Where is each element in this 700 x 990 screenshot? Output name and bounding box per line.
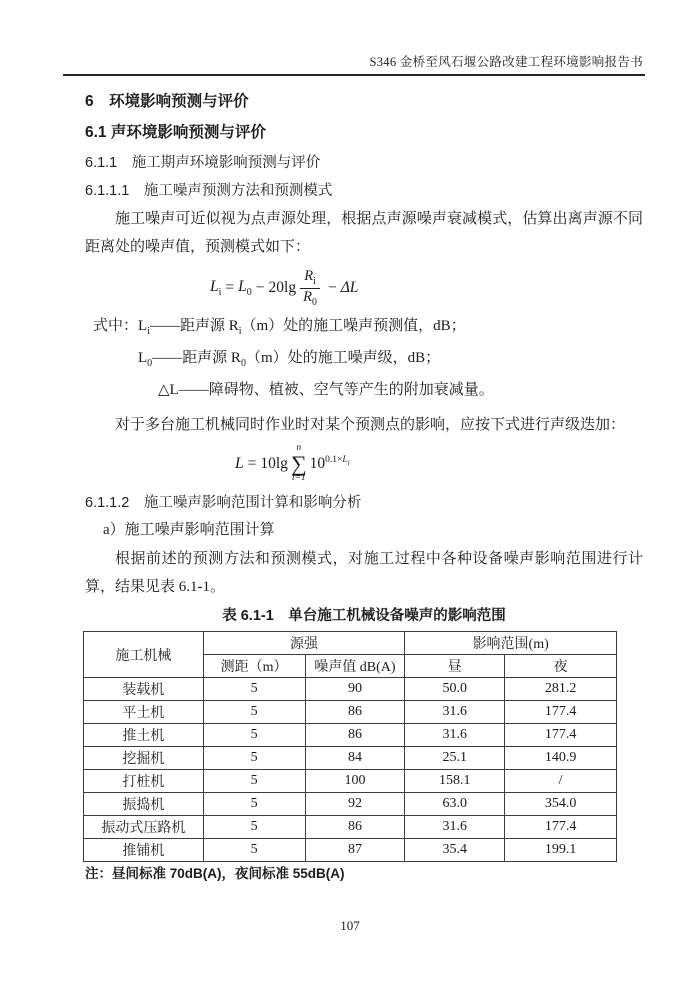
col-header-day: 昼 [405,655,505,678]
heading-clause-6-1-1-2: 6.1.1.2 施工噪声影响范围计算和影响分析 [85,495,362,511]
cell-machine: 推铺机 [84,839,204,862]
formula-term: R [303,288,312,305]
definition-line-delta-l [158,377,643,409]
table-note: 注：昼间标准 70dB(A)，夜间标准 55dB(A) [85,866,345,881]
equals-sign: = [247,455,257,472]
exponent-var-sub: i [347,457,350,467]
table-row [84,816,617,839]
cell-noise: 92 [305,793,405,816]
table-row [84,678,617,701]
formula-term: R [304,267,314,284]
cell-machine: 振动式压路机 [84,816,204,839]
cell-night: 177.4 [505,816,617,839]
cell-day: 31.6 [405,701,505,724]
fraction-denominator [300,288,320,309]
cell-noise: 86 [305,724,405,747]
definition-line-li [93,313,643,345]
exponent-var: L [342,454,348,465]
cell-distance: 5 [203,770,305,793]
formula-fraction [300,268,320,309]
cell-noise: 86 [305,701,405,724]
formula-superposition [235,441,643,487]
cell-machine: 平土机 [84,701,204,724]
table-header-row-1 [84,632,617,655]
definition-var: L [138,350,148,366]
definition-text: ——距声源 R [152,350,241,366]
definition-var-sub: i [147,326,150,337]
definition-text-tail: （m）处的施工噪声预测值，dB； [241,318,466,334]
cell-machine: 振捣机 [84,793,204,816]
exponent-prefix: 0.1× [325,454,343,465]
definition-var: △L [158,382,179,398]
cell-night: 140.9 [505,747,617,770]
formula-subscript: 0 [246,287,252,299]
formula-attenuation-term: ΔL [340,279,359,296]
where-clause [85,313,643,409]
formula-lhs [210,278,221,298]
sigma-upper-limit: n [296,443,302,454]
cell-machine: 打桩机 [84,770,204,793]
paragraph-superposition-intro: 对于多台施工机械同时作业时对某个预测点的影响，应按下式进行声级迭加： [115,417,626,433]
definition-text-tail: （m）处的施工噪声级，dB； [245,350,441,366]
cell-distance: 5 [203,747,305,770]
cell-distance: 5 [203,701,305,724]
col-header-night: 夜 [505,655,617,678]
cell-night: 177.4 [505,724,617,747]
cell-day: 35.4 [405,839,505,862]
definition-var: L [138,318,148,334]
formula-subscript: 0 [311,296,317,308]
cell-night: 199.1 [505,839,617,862]
minus-sign: − [255,279,265,296]
definition-line-l0 [138,345,643,377]
cell-distance: 5 [203,816,305,839]
noise-impact-table [83,631,617,862]
cell-night: 354.0 [505,793,617,816]
formula-attenuation [210,265,643,311]
power-base: 10 [309,455,326,473]
definition-mid-sub: 0 [240,358,246,369]
cell-distance: 5 [203,724,305,747]
page-content [85,90,643,883]
cell-noise: 86 [305,816,405,839]
table-title: 表 6.1-1 单台施工机械设备噪声的影响范围 [222,608,506,624]
cell-day: 158.1 [405,770,505,793]
power-term [310,455,350,473]
cell-noise: 84 [305,747,405,770]
cell-noise: 87 [305,839,405,862]
sigma-icon: ∑ [290,450,307,476]
cell-distance: 5 [203,839,305,862]
cell-night: 281.2 [505,678,617,701]
col-header-impact-range: 影响范围(m) [405,632,617,655]
formula-subscript: i [313,275,316,287]
formula-term1 [238,278,252,298]
cell-day: 25.1 [405,747,505,770]
col-header-source-strength: 源强 [203,632,405,655]
formula-term: L [210,277,219,295]
power-exponent [325,455,350,465]
cell-machine: 推土机 [84,724,204,747]
cell-day: 31.6 [405,816,505,839]
table-row [84,793,617,816]
col-header-machine: 施工机械 [84,632,204,678]
cell-day: 63.0 [405,793,505,816]
table-row [84,839,617,862]
sigma-lower-limit: i=1 [291,473,306,484]
cell-machine: 挖掘机 [84,747,204,770]
cell-distance: 5 [203,678,305,701]
col-header-distance: 测距（m） [203,655,305,678]
formula-term: L [238,277,247,295]
formula-subscript: i [218,287,222,299]
fraction-numerator [301,268,319,288]
table-row [84,747,617,770]
definition-text: ——障碍物、植被、空气等产生的附加衰减量。 [178,382,494,398]
definition-mid-sub: i [238,326,242,337]
minus-sign: − [327,279,337,296]
page-number: 107 [340,918,360,933]
sigma-operator [291,444,307,484]
definition-text: ——距声源 R [149,318,239,334]
cell-day: 31.6 [405,724,505,747]
formula-coefficient: 20lg [268,279,297,296]
cell-distance: 5 [203,793,305,816]
formula-lhs: L [235,455,244,472]
heading-section-6-1: 6.1 声环境影响预测与评价 [85,124,266,141]
table-head [84,632,617,678]
report-title: S346 金桥至风石堰公路改建工程环境影响报告书 [369,55,643,69]
cell-machine: 装载机 [84,678,204,701]
cell-noise: 90 [305,678,405,701]
equals-sign: = [225,279,235,296]
definition-var-sub: 0 [147,358,153,369]
heading-chapter-6: 6 环境影响预测与评价 [85,93,249,110]
table-row [84,770,617,793]
paragraph-calculation-result: 根据前述的预测方法和预测模式，对施工过程中各种设备噪声影响范围进行计算，结果见表 6.1-1。 [85,551,643,595]
col-header-noise-level: 噪声值 dB(A) [305,655,405,678]
cell-noise: 100 [305,770,405,793]
page-header [63,0,645,76]
cell-night: 177.4 [505,701,617,724]
subheading-item-a: a）施工噪声影响范围计算 [103,522,275,538]
heading-clause-6-1-1-1: 6.1.1.1 施工噪声预测方法和预测模式 [85,183,333,199]
formula-coefficient: 10lg [260,455,288,472]
where-prefix: 式中： [93,318,139,334]
cell-night: / [505,770,617,793]
table-row [84,701,617,724]
heading-subsection-6-1-1: 6.1.1 施工期声环境影响预测与评价 [85,155,321,171]
cell-day: 50.0 [405,678,505,701]
paragraph-method-intro: 施工噪声可近似视为点声源处理，根据点声源噪声衰减模式，估算出离声源不同距离处的噪声值，预测模式如下： [85,211,643,255]
noise-table-body [84,678,617,862]
table-row [84,724,617,747]
